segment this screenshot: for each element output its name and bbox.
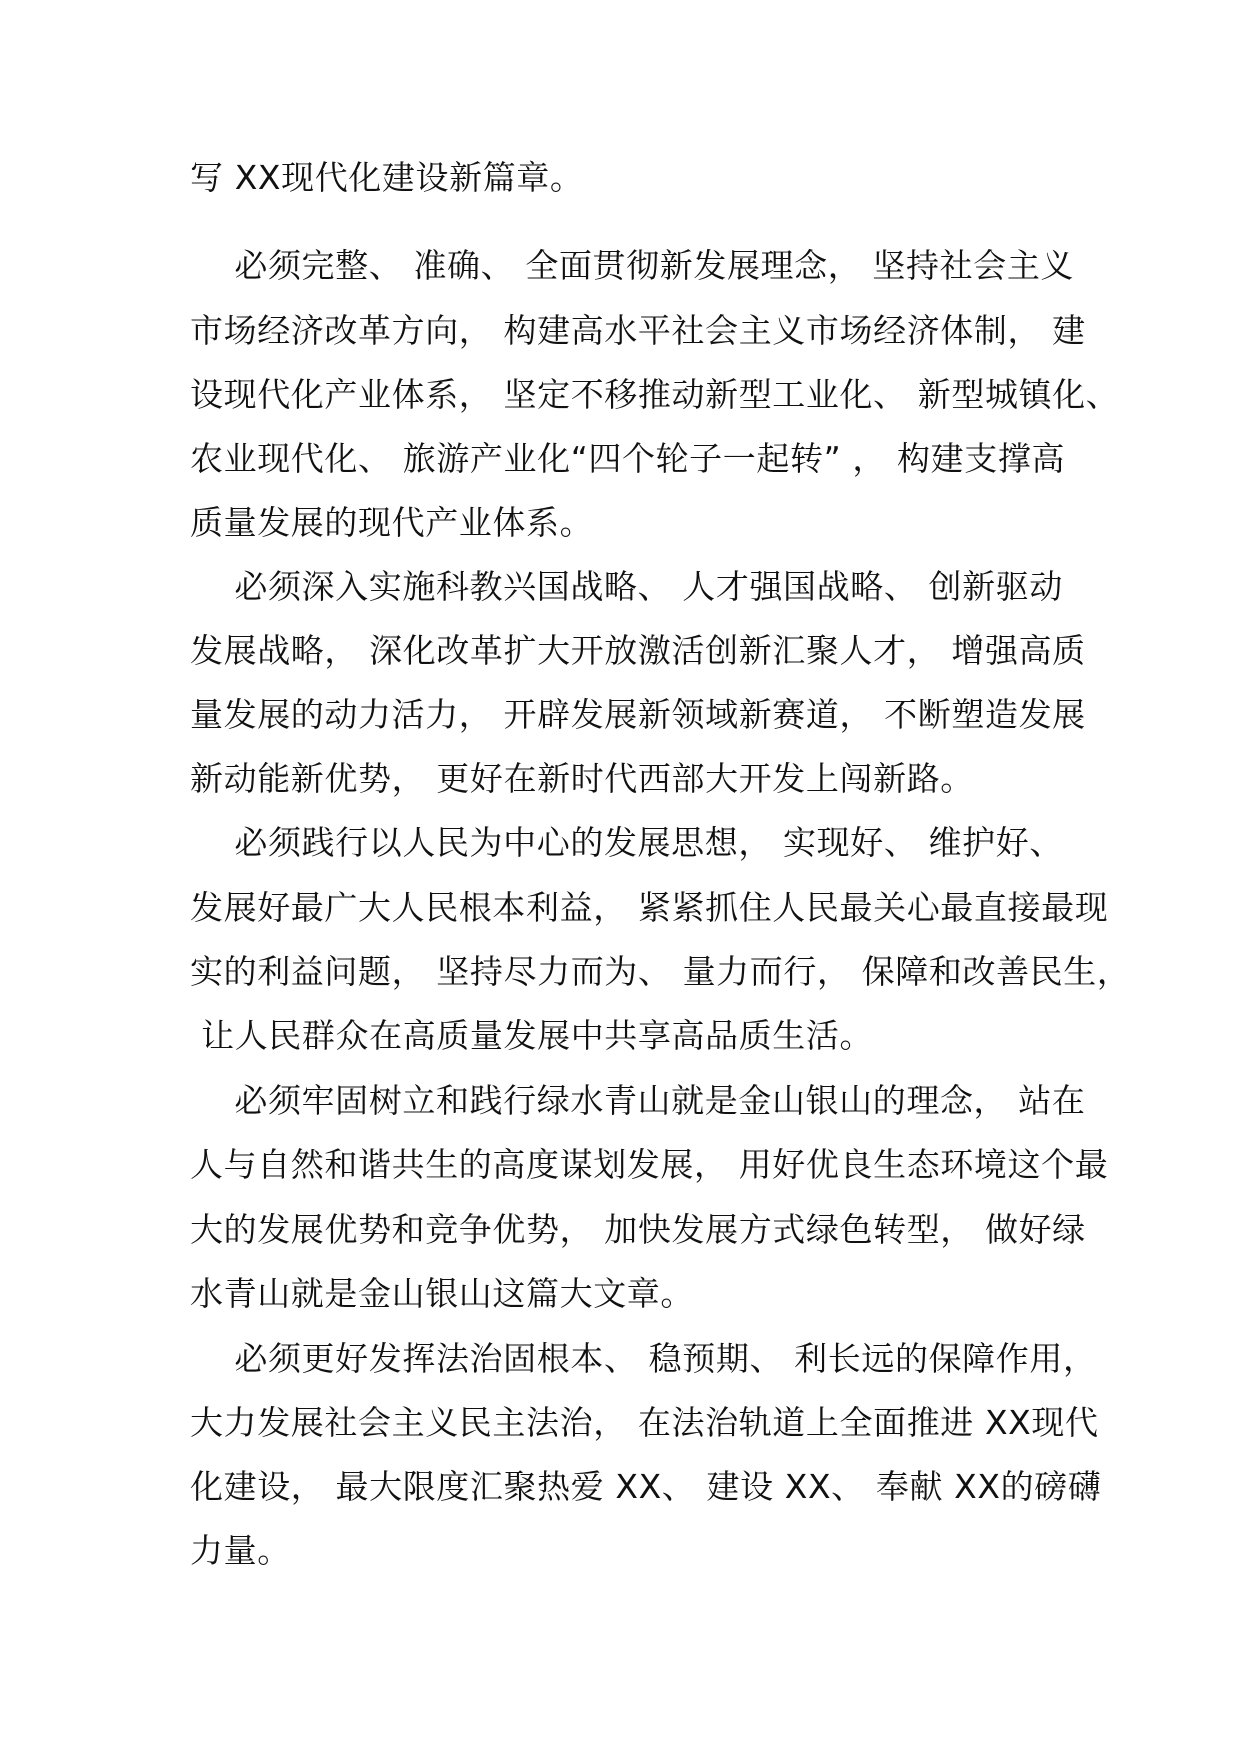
text-line: 设现代化产业体系， 坚定不移推动新型工业化、 新型城镇化、 <box>190 375 1120 414</box>
text-line: 必须深入实施科教兴国战略、 人才强国战略、 创新驱动 <box>190 567 1063 606</box>
text-line: 必须完整、 准确、 全面贯彻新发展理念， 坚持社会主义 <box>190 246 1075 285</box>
text-line: 量发展的动力活力， 开辟发展新领域新赛道， 不断塑造发展 <box>190 695 1086 734</box>
text-line: 大的发展优势和竞争优势， 加快发展方式绿色转型， 做好绿 <box>190 1210 1086 1249</box>
text-line: 水青山就是金山银山这篇大文章。 <box>190 1274 694 1313</box>
text-line: 质量发展的现代产业体系。 <box>190 503 594 542</box>
text-line: 力量。 <box>190 1531 291 1570</box>
text-line: 化建设， 最大限度汇聚热爱 XX、 建设 XX、 奉献 XX的磅礴 <box>190 1467 1102 1506</box>
text-line: 必须践行以人民为中心的发展思想， 实现好、 维护好、 <box>190 823 1063 862</box>
text-line: 市场经济改革方向， 构建高水平社会主义市场经济体制， 建 <box>190 311 1086 350</box>
text-line: 实的利益问题， 坚持尽力而为、 量力而行， 保障和改善民生， <box>190 952 1131 991</box>
text-line: 必须牢固树立和践行绿水青山就是金山银山的理念， 站在 <box>190 1081 1086 1120</box>
text-line: 大力发展社会主义民主法治， 在法治轨道上全面推进 XX现代 <box>190 1403 1099 1442</box>
text-line: 农业现代化、 旅游产业化“四个轮子一起转” ， 构建支撑高 <box>190 439 1066 478</box>
text-line: 新动能新优势， 更好在新时代西部大开发上闯新路。 <box>190 759 974 798</box>
text-line: 必须更好发挥法治固根本、 稳预期、 利长远的保障作用， <box>190 1339 1097 1378</box>
text-line: 写 XX现代化建设新篇章。 <box>190 158 584 197</box>
text-line: 发展好最广大人民根本利益， 紧紧抓住人民最关心最直接最现 <box>190 888 1109 927</box>
text-line: 人与自然和谐共生的高度谋划发展， 用好优良生态环境这个最 <box>190 1145 1109 1184</box>
text-line: 发展战略， 深化改革扩大开放激活创新汇聚人才， 增强高质 <box>190 631 1086 670</box>
text-line: 让人民群众在高质量发展中共享高品质生活。 <box>190 1016 874 1055</box>
